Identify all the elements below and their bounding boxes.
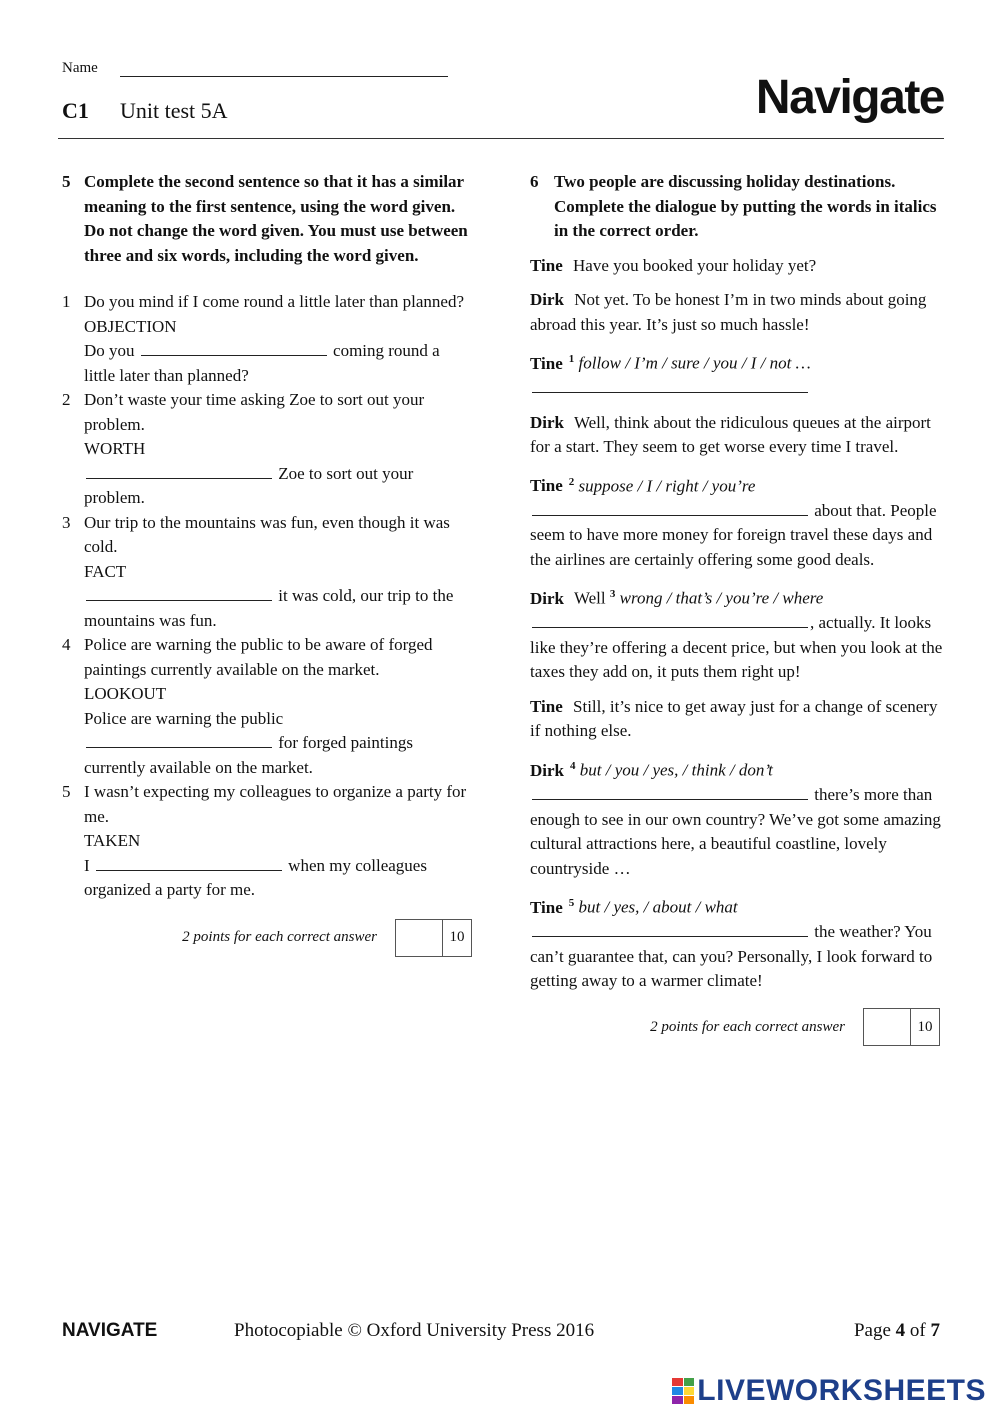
page-prefix: Page (853, 1320, 891, 1341)
item-second-sentence (84, 707, 472, 781)
item-first-sentence: Our trip to the mountains was fun, even though it was cold. (84, 512, 450, 556)
line-text: Well, think about the ridiculous queues at the airport for a start. They seem to get worse every time I travel. (530, 412, 931, 457)
item-suffix: it was cold, our trip to the mountains was fun. (84, 586, 454, 630)
footer-copyright: Photocopiable © Oxford University Press 2016 (234, 1320, 595, 1341)
task-5-item (62, 511, 472, 634)
item-first-sentence: Don’t waste your time asking Zoe to sort out your problem. (84, 390, 425, 434)
item-prefix: Police are warning the public (84, 708, 284, 728)
item-second-sentence (84, 339, 472, 388)
item-suffix: when my colleagues organized a party for me. (84, 855, 427, 899)
item-second-sentence (84, 462, 472, 511)
speaker-name: Dirk (530, 588, 564, 608)
speaker-name: Tine (530, 696, 563, 716)
dialogue-line (530, 470, 944, 573)
level-label: C1 (62, 98, 89, 123)
score-label: 2 points for each correct answer (182, 929, 377, 946)
item-number: 2 (62, 390, 71, 409)
gap-number: 4 (570, 759, 576, 772)
answer-gap[interactable] (532, 783, 808, 800)
item-key-word: LOOKOUT (84, 684, 167, 703)
page-current: 4 (895, 1320, 906, 1341)
page-number (854, 1320, 940, 1342)
task-5-score (62, 919, 472, 957)
line-text: Well (570, 588, 610, 608)
item-prefix: Do you (84, 341, 139, 360)
score-total: 10 (911, 1008, 940, 1046)
dialogue-line (530, 288, 944, 337)
word-cue: but / you / yes, / think / don’t (575, 760, 773, 780)
item-suffix: Zoe to sort out your problem. (84, 463, 414, 507)
answer-gap[interactable] (532, 920, 808, 937)
item-second-sentence (84, 584, 472, 633)
dialogue-line (530, 347, 944, 401)
item-key-word: OBJECTION (84, 316, 177, 336)
answer-gap[interactable] (86, 462, 272, 479)
line-text: about that. People seem to have more money for foreign travel these days and the airlines are certainly offering some good deals. (530, 500, 937, 569)
item-body (84, 290, 472, 388)
item-body (84, 388, 472, 511)
page-total: 7 (930, 1320, 940, 1341)
task-6-text: Two people are discussing holiday destinations. Complete the dialogue by putting the words in italics in the correct order. (554, 172, 937, 240)
answer-gap[interactable] (86, 731, 272, 748)
item-suffix: coming round a little later than planned? (84, 341, 440, 385)
task-5-instruction (62, 170, 472, 268)
item-second-sentence (84, 854, 472, 903)
logo-cell (672, 1378, 683, 1386)
task-5-number: 5 (62, 172, 71, 191)
dialogue-line (530, 254, 944, 279)
score-input-box[interactable] (863, 1008, 911, 1046)
header-divider (58, 138, 944, 139)
dialogue-line (530, 695, 944, 744)
answer-gap[interactable] (532, 376, 808, 393)
item-number: 3 (62, 512, 71, 532)
line-text: the weather? You can’t guarantee that, can you? Personally, I look forward to getting away to a warmer climate! (530, 922, 933, 991)
item-number: 5 (62, 782, 71, 801)
task-5-text: Complete the second sentence so that it has a similar meaning to the first sentence, using the word given. Do not change the word given. You must use between three and six words, including the word given. (84, 172, 468, 265)
speaker-name: Dirk (530, 290, 564, 309)
logo-cell (672, 1396, 683, 1404)
gap-number: 5 (568, 897, 575, 910)
line-text: Have you booked your holiday yet? (568, 255, 817, 275)
gap-number: 1 (568, 353, 575, 365)
task-5-item (62, 780, 472, 903)
speaker-name: Tine (530, 255, 563, 275)
word-cue: suppose / I / right / you’re (574, 476, 756, 496)
task-5-item (62, 633, 472, 780)
speaker-name: Tine (530, 353, 563, 373)
answer-gap[interactable] (96, 854, 282, 871)
footer-brand: NAVIGATE (62, 1320, 158, 1341)
score-total: 10 (443, 919, 472, 957)
word-cue: but / yes, / about / what (574, 897, 738, 917)
answer-gap[interactable] (532, 611, 808, 628)
line-text: there’s more than enough to see in our own country? We’ve got some amazing cultural attractions here, a beautiful coastline, lovely countryside … (530, 785, 941, 878)
unit-title: Unit test 5A (120, 98, 228, 123)
logo-cell (684, 1378, 695, 1386)
navigate-logo: Navigate (755, 71, 944, 124)
dialogue-line (530, 754, 944, 881)
speaker-name: Tine (530, 476, 563, 496)
task-5-item (62, 290, 472, 388)
liveworksheets-logo-icon (672, 1378, 694, 1404)
speaker-name: Dirk (530, 760, 564, 780)
page-of: of (909, 1320, 926, 1341)
task-6-score (530, 1008, 944, 1046)
score-label: 2 points for each correct answer (650, 1018, 845, 1035)
item-body (84, 780, 472, 903)
item-key-word: WORTH (84, 439, 146, 458)
logo-cell (684, 1396, 695, 1404)
speaker-name: Tine (530, 897, 563, 917)
item-number: 4 (62, 635, 71, 654)
liveworksheets-watermark (672, 1374, 986, 1408)
item-key-word: TAKEN (84, 831, 141, 850)
word-cue: follow / I’m / sure / you / I / not … (574, 353, 811, 373)
answer-gap[interactable] (86, 584, 272, 601)
item-first-sentence: Do you mind if I come round a little later than planned? (84, 292, 465, 311)
task-6-number: 6 (530, 172, 539, 191)
answer-gap[interactable] (141, 339, 327, 356)
item-body (84, 511, 472, 634)
item-suffix: for forged paintings currently available on the market. (84, 733, 413, 777)
name-field[interactable] (120, 76, 448, 77)
dialogue-line (530, 582, 944, 685)
task-5 (62, 170, 472, 957)
answer-gap[interactable] (532, 499, 808, 516)
line-text: Not yet. To be honest I’m in two minds about going abroad this year. It’s just so much hassle! (530, 290, 927, 334)
item-number: 1 (62, 292, 71, 311)
item-prefix: I (84, 855, 94, 875)
watermark-text: LIVEWORKSHEETS (697, 1374, 986, 1407)
item-first-sentence: I wasn’t expecting my colleagues to organize a party for me. (84, 782, 467, 826)
gap-number: 2 (568, 475, 575, 488)
dialogue-line (530, 891, 944, 994)
logo-cell (684, 1387, 695, 1395)
task-5-items (62, 290, 472, 903)
word-cue: wrong / that’s / you’re / where (615, 588, 824, 608)
name-label: Name (62, 60, 98, 76)
task-6-dialogue (530, 254, 944, 994)
line-text: , actually. It looks like they’re offering a decent price, but when you look at the taxes they add on, it puts them right up! (530, 613, 943, 682)
dialogue-line (530, 411, 944, 460)
gap-number: 3 (609, 588, 616, 601)
task-6 (530, 170, 944, 1046)
item-first-sentence: Police are warning the public to be aware of forged paintings currently available on the market. (84, 635, 433, 679)
task-6-instruction (530, 170, 944, 244)
item-body (84, 633, 472, 780)
logo-cell (672, 1387, 683, 1395)
task-5-item (62, 388, 472, 511)
score-input-box[interactable] (395, 919, 443, 957)
line-text: Still, it’s nice to get away just for a change of scenery if nothing else. (530, 696, 938, 741)
speaker-name: Dirk (530, 412, 564, 432)
item-key-word: FACT (84, 561, 127, 581)
